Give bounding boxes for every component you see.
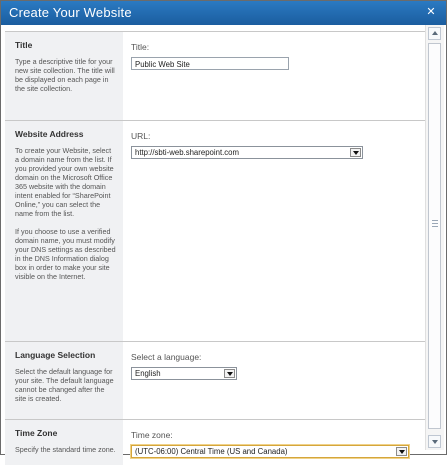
url-selected-value: http://sbti-web.sharepoint.com xyxy=(135,148,240,157)
chevron-down-icon[interactable] xyxy=(224,369,235,378)
dialog-titlebar xyxy=(1,1,446,25)
section-language-heading: Language Selection xyxy=(15,350,96,360)
language-select[interactable] xyxy=(131,367,237,380)
section-website-address xyxy=(5,120,425,341)
dialog-content xyxy=(5,31,425,456)
chevron-down-icon[interactable] xyxy=(350,148,361,157)
section-language-selection-main xyxy=(123,342,425,419)
time-zone-select[interactable] xyxy=(131,445,409,458)
section-title-sidebar xyxy=(5,32,123,120)
section-website-address-heading: Website Address xyxy=(15,129,84,139)
section-website-address-main xyxy=(123,121,425,341)
language-selected-value: English xyxy=(135,369,161,378)
scroll-up-icon[interactable] xyxy=(428,27,441,40)
title-input[interactable]: Public Web Site xyxy=(131,57,289,70)
section-language-selection xyxy=(5,341,425,419)
section-website-address-description: To create your Website, select a domain name from the list. If you provided your own website domain on the Microsoft Office 365 website with the domain intent enabled for “SharePoint Online,” you can select the name from the list. If you choose to use a verified domain name, you must modify your DNS settings as described in the DNS Information dialog box in order to make your site visible on the Internet. xyxy=(15,146,116,281)
time-zone-selected-value: (UTC-06:00) Central Time (US and Canada) xyxy=(135,447,288,456)
section-language-selection-sidebar xyxy=(5,342,123,419)
scrollbar-thumb[interactable] xyxy=(428,43,441,429)
section-website-address-sidebar xyxy=(5,121,123,341)
vertical-scrollbar[interactable] xyxy=(425,25,444,450)
scroll-grip-icon xyxy=(432,220,438,228)
title-label: Title: xyxy=(131,42,150,52)
section-time-zone-main xyxy=(123,420,425,465)
dialog-title: Create Your Website xyxy=(9,5,132,20)
url-label: URL: xyxy=(131,131,151,141)
close-icon[interactable]: ✕ xyxy=(426,6,436,18)
section-time-zone xyxy=(5,419,425,465)
time-zone-label: Time zone: xyxy=(131,430,173,440)
section-time-zone-heading: Time Zone xyxy=(15,428,58,438)
scroll-down-icon[interactable] xyxy=(428,435,441,448)
section-title xyxy=(5,31,425,120)
section-time-zone-sidebar xyxy=(5,420,123,465)
section-language-description: Select the default language for your site. The default language cannot be changed after the site is created. xyxy=(15,367,114,403)
section-title-heading: Title xyxy=(15,40,33,50)
section-title-main xyxy=(123,32,425,120)
section-title-description: Type a descriptive title for your new site collection. The title will be displayed on each page in the site collection. xyxy=(15,57,115,93)
chevron-down-icon[interactable] xyxy=(396,447,407,456)
url-select[interactable] xyxy=(131,146,363,159)
language-label: Select a language: xyxy=(131,352,202,362)
section-time-zone-description: Specify the standard time zone. xyxy=(15,445,116,454)
